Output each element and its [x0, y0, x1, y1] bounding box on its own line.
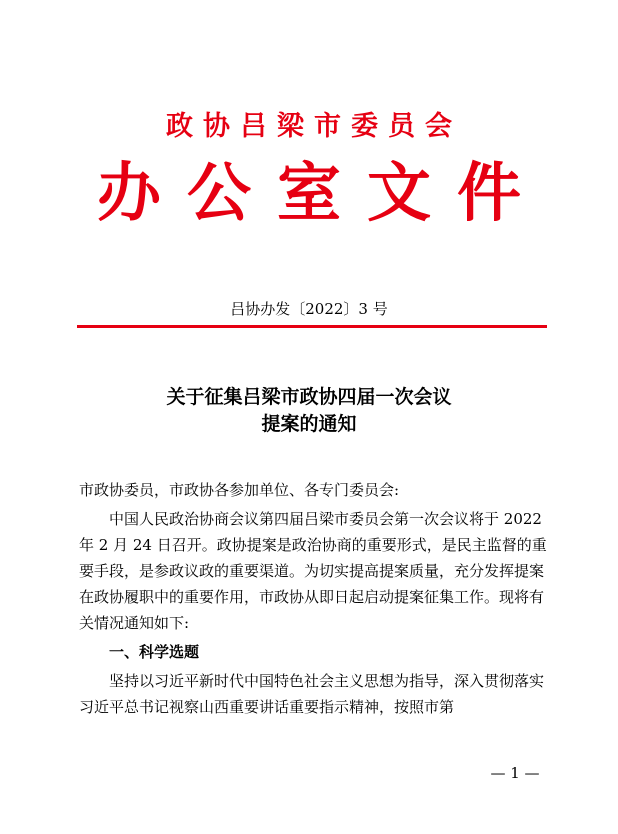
document-body	[79, 477, 549, 723]
notice-title	[0, 384, 618, 438]
document-type-title: 办公室文件	[97, 156, 547, 231]
addressee: 市政协委员，市政协各参加单位、各专门委员会:	[79, 481, 400, 499]
document-number: 吕协办发〔2022〕3 号	[230, 300, 388, 318]
section-heading-1: 一、科学选题	[109, 643, 200, 661]
notice-title-line-2: 提案的通知	[261, 413, 357, 435]
paragraph-intro: 中国人民政治协商会议第四届吕梁市委员会第一次会议将于 2022 年 2 月 24 日召开。政协提案是政治协商的重要形式，是民主监督的重要手段，是参政议政的重要渠道。为切实提高提案质量，充分发挥提案在政协履职中的重要作用，市政协从即日起启动提案征集工作。现将有关情况通知如下:	[79, 510, 547, 632]
page-number: — 1 —	[490, 764, 540, 782]
red-separator-line	[77, 325, 547, 328]
notice-title-line-1: 关于征集吕梁市政协四届一次会议	[166, 386, 452, 408]
paragraph-section-1: 坚持以习近平新时代中国特色社会主义思想为指导，深入贯彻落实习近平总书记视察山西重要讲话重要指示精神，按照市第	[79, 672, 545, 716]
issuing-organization: 政协吕梁市委员会	[166, 111, 462, 142]
